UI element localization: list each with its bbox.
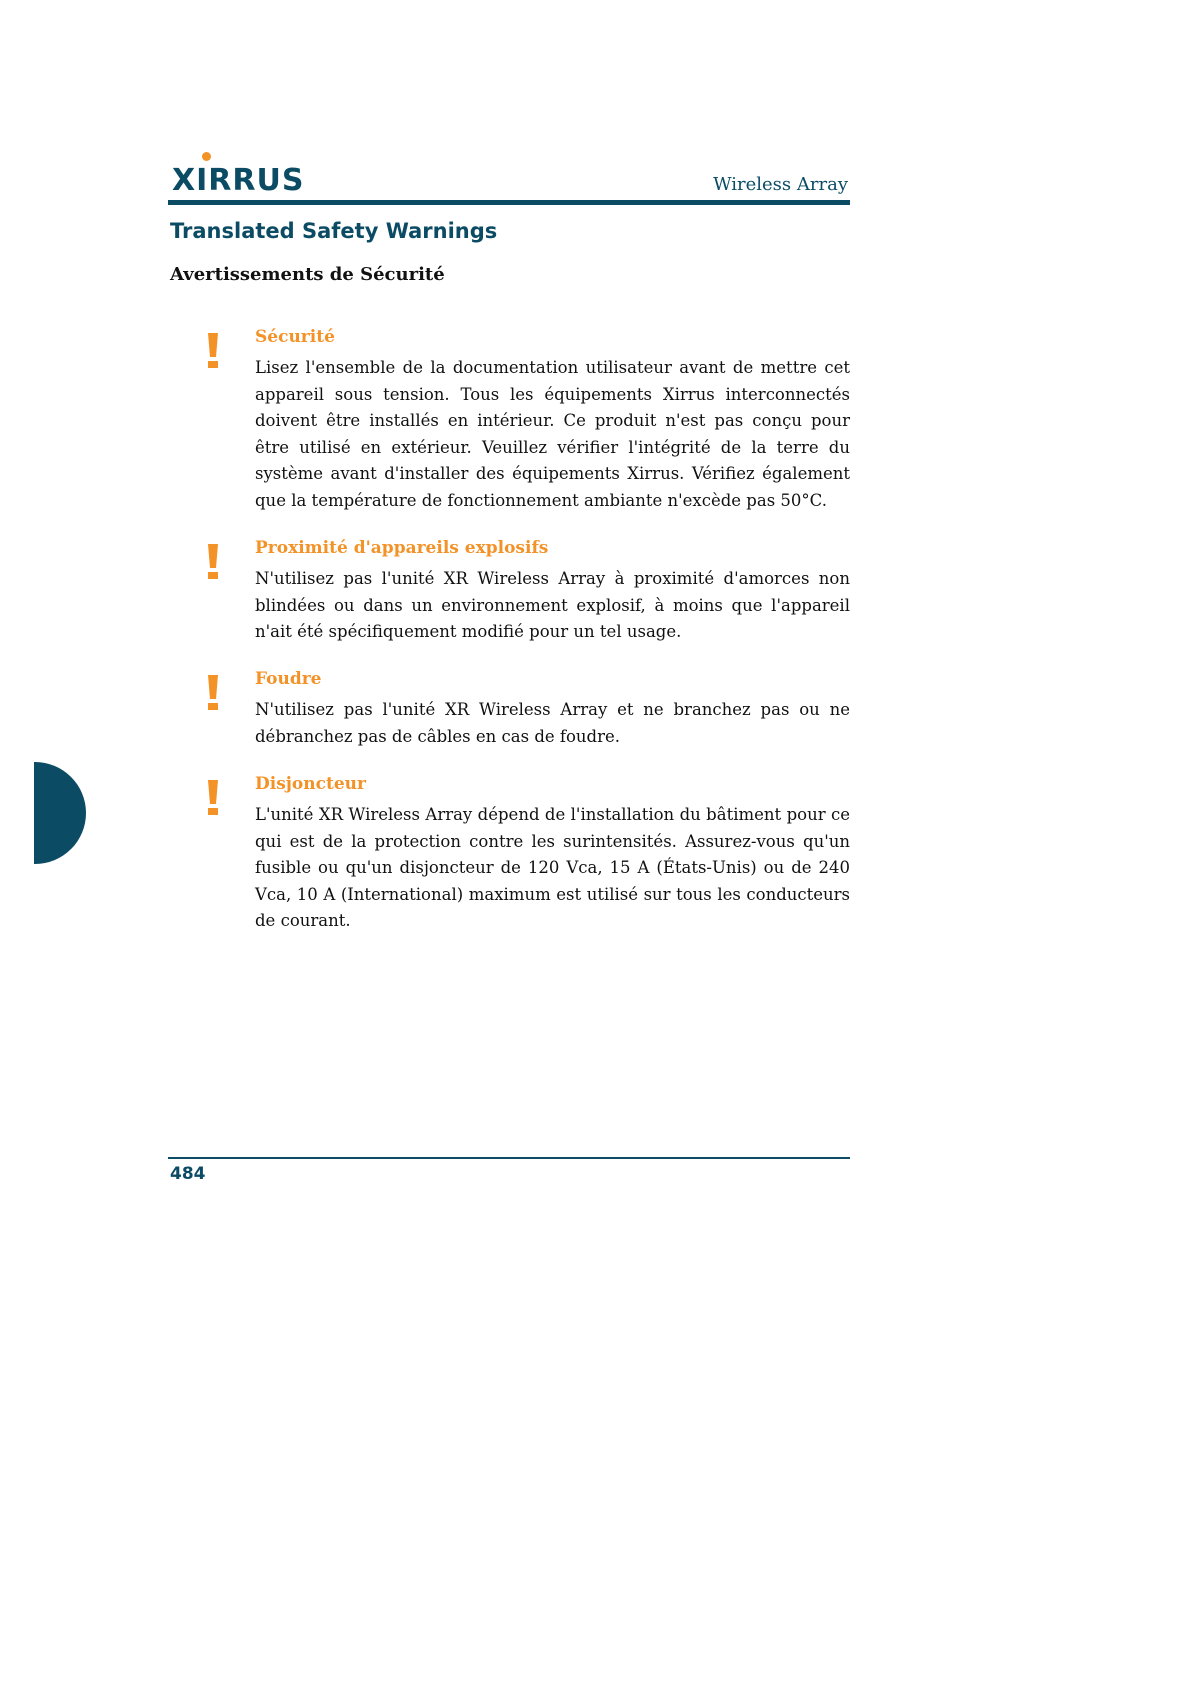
warning-icon <box>205 675 221 711</box>
warning-icon <box>205 333 221 369</box>
warning-heading: Disjoncteur <box>255 774 366 794</box>
warning-icon <box>205 544 221 580</box>
xirrus-logo <box>172 150 312 198</box>
warning-heading: Proximité d'appareils explosifs <box>255 538 549 558</box>
warning-body: N'utilisez pas l'unité XR Wireless Array à proximité d'amorces non blindées ou dans un environnement explosif, à moins que l'appareil n'ait été spécifiquement modifié pour un tel usage. <box>255 569 850 641</box>
warning-body: Lisez l'ensemble de la documentation utilisateur avant de mettre cet appareil sous tension. Tous les équipements Xirrus interconnectés doivent être installés en intérieur. Ce produit n'est pas conçu pour être utilisé en extérieur. Veuillez vérifier l'intégrité de la terre du système avant d'installer des équipements Xirrus. Vérifiez également que la température de fonctionnement ambiante n'excède pas 50°C. <box>255 358 850 510</box>
chapter-side-tab <box>34 762 86 864</box>
header-divider <box>168 200 850 205</box>
warning-heading: Sécurité <box>255 327 335 347</box>
warning-icon <box>205 780 221 816</box>
page-number: 484 <box>170 1164 206 1184</box>
section-title: Translated Safety Warnings <box>170 219 498 243</box>
logo-dot-icon <box>202 152 211 161</box>
footer-divider <box>168 1157 850 1159</box>
warning-heading: Foudre <box>255 669 322 689</box>
warning-body: N'utilisez pas l'unité XR Wireless Array et ne branchez pas ou ne débranchez pas de câbles en cas de foudre. <box>255 700 850 746</box>
logo-text: XIRRUS <box>172 163 305 198</box>
header-product-name: Wireless Array <box>713 174 848 195</box>
warning-body: L'unité XR Wireless Array dépend de l'installation du bâtiment pour ce qui est de la protection contre les surintensités. Assurez-vous qu'un fusible ou qu'un disjoncteur de 120 Vca, 15 A (États-Unis) ou de 240 Vca, 10 A (International) maximum est utilisé sur tous les conducteurs de courant. <box>255 805 850 930</box>
subsection-title: Avertissements de Sécurité <box>170 264 445 285</box>
